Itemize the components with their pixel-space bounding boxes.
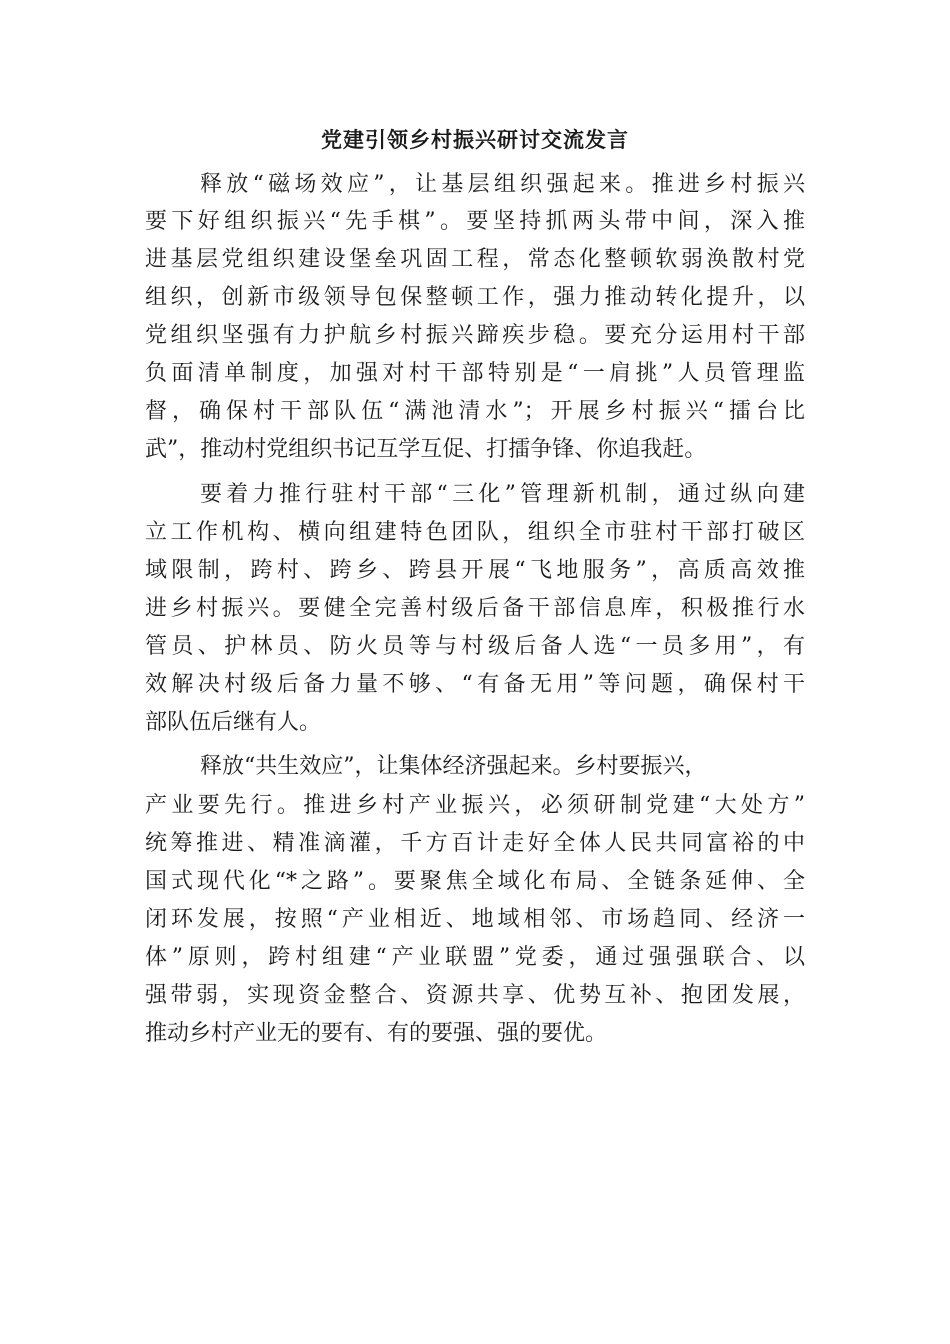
- paragraph-line: 要着力推行驻村干部“三化”管理新机制，通过纵向建: [200, 482, 805, 507]
- paragraph-line: 体”原则，跨村组建“产业联盟”党委，通过强强联合、以: [145, 945, 805, 970]
- paragraph-line: 闭环发展，按照“产业相近、地域相邻、市场趋同、经济一: [145, 907, 805, 932]
- paragraph-line: 组织，创新市级领导包保整顿工作，强力推动转化提升，以: [145, 285, 805, 310]
- paragraph-line: 推动乡村产业无的要有、有的要强、强的要优。: [145, 1021, 608, 1046]
- paragraph-line: 督，确保村干部队伍“满池清水”；开展乡村振兴“擂台比: [145, 399, 805, 424]
- paragraph-line: 部队伍后继有人。: [145, 710, 322, 735]
- paragraph-line: 域限制，跨村、跨乡、跨县开展“飞地服务”，高质高效推: [145, 558, 805, 583]
- paragraph-line: 要下好组织振兴“先手棋”。要坚持抓两头带中间，深入推: [145, 209, 805, 234]
- document-title: 党建引领乡村振兴研讨交流发言: [321, 128, 629, 152]
- paragraph-line: 党组织坚强有力护航乡村振兴蹄疾步稳。要充分运用村干部: [145, 323, 805, 348]
- paragraph-line: 管员、护林员、防火员等与村级后备人选“一员多用”，有: [145, 634, 805, 659]
- paragraph-line: 释放“共生效应”，让集体经济强起来。乡村要振兴，: [200, 754, 707, 779]
- paragraph-line: 国式现代化“*之路”。要聚焦全域化布局、全链条延伸、全: [145, 869, 805, 894]
- paragraph-line: 武”，推动村党组织书记互学互促、打擂争锋、你追我赶。: [145, 437, 707, 462]
- paragraph-line: 进乡村振兴。要健全完善村级后备干部信息库，积极推行水: [145, 596, 805, 621]
- paragraph-line: 进基层党组织建设堡垒巩固工程，常态化整顿软弱涣散村党: [145, 247, 805, 272]
- paragraph-line: 负面清单制度，加强对村干部特别是“一肩挑”人员管理监: [145, 361, 805, 386]
- paragraph-line: 立工作机构、横向组建特色团队，组织全市驻村干部打破区: [145, 520, 805, 545]
- paragraph-line: 效解决村级后备力量不够、“有备无用”等问题，确保村干: [145, 672, 805, 697]
- paragraph-line: 统筹推进、精准滴灌，千方百计走好全体人民共同富裕的中: [145, 831, 805, 856]
- paragraph-line: 强带弱，实现资金整合、资源共享、优势互补、抱团发展，: [145, 983, 805, 1008]
- paragraph-line: 释放“磁场效应”，让基层组织强起来。推进乡村振兴: [200, 172, 805, 197]
- paragraph-line: 产业要先行。推进乡村产业振兴，必须研制党建“大处方”: [145, 793, 805, 818]
